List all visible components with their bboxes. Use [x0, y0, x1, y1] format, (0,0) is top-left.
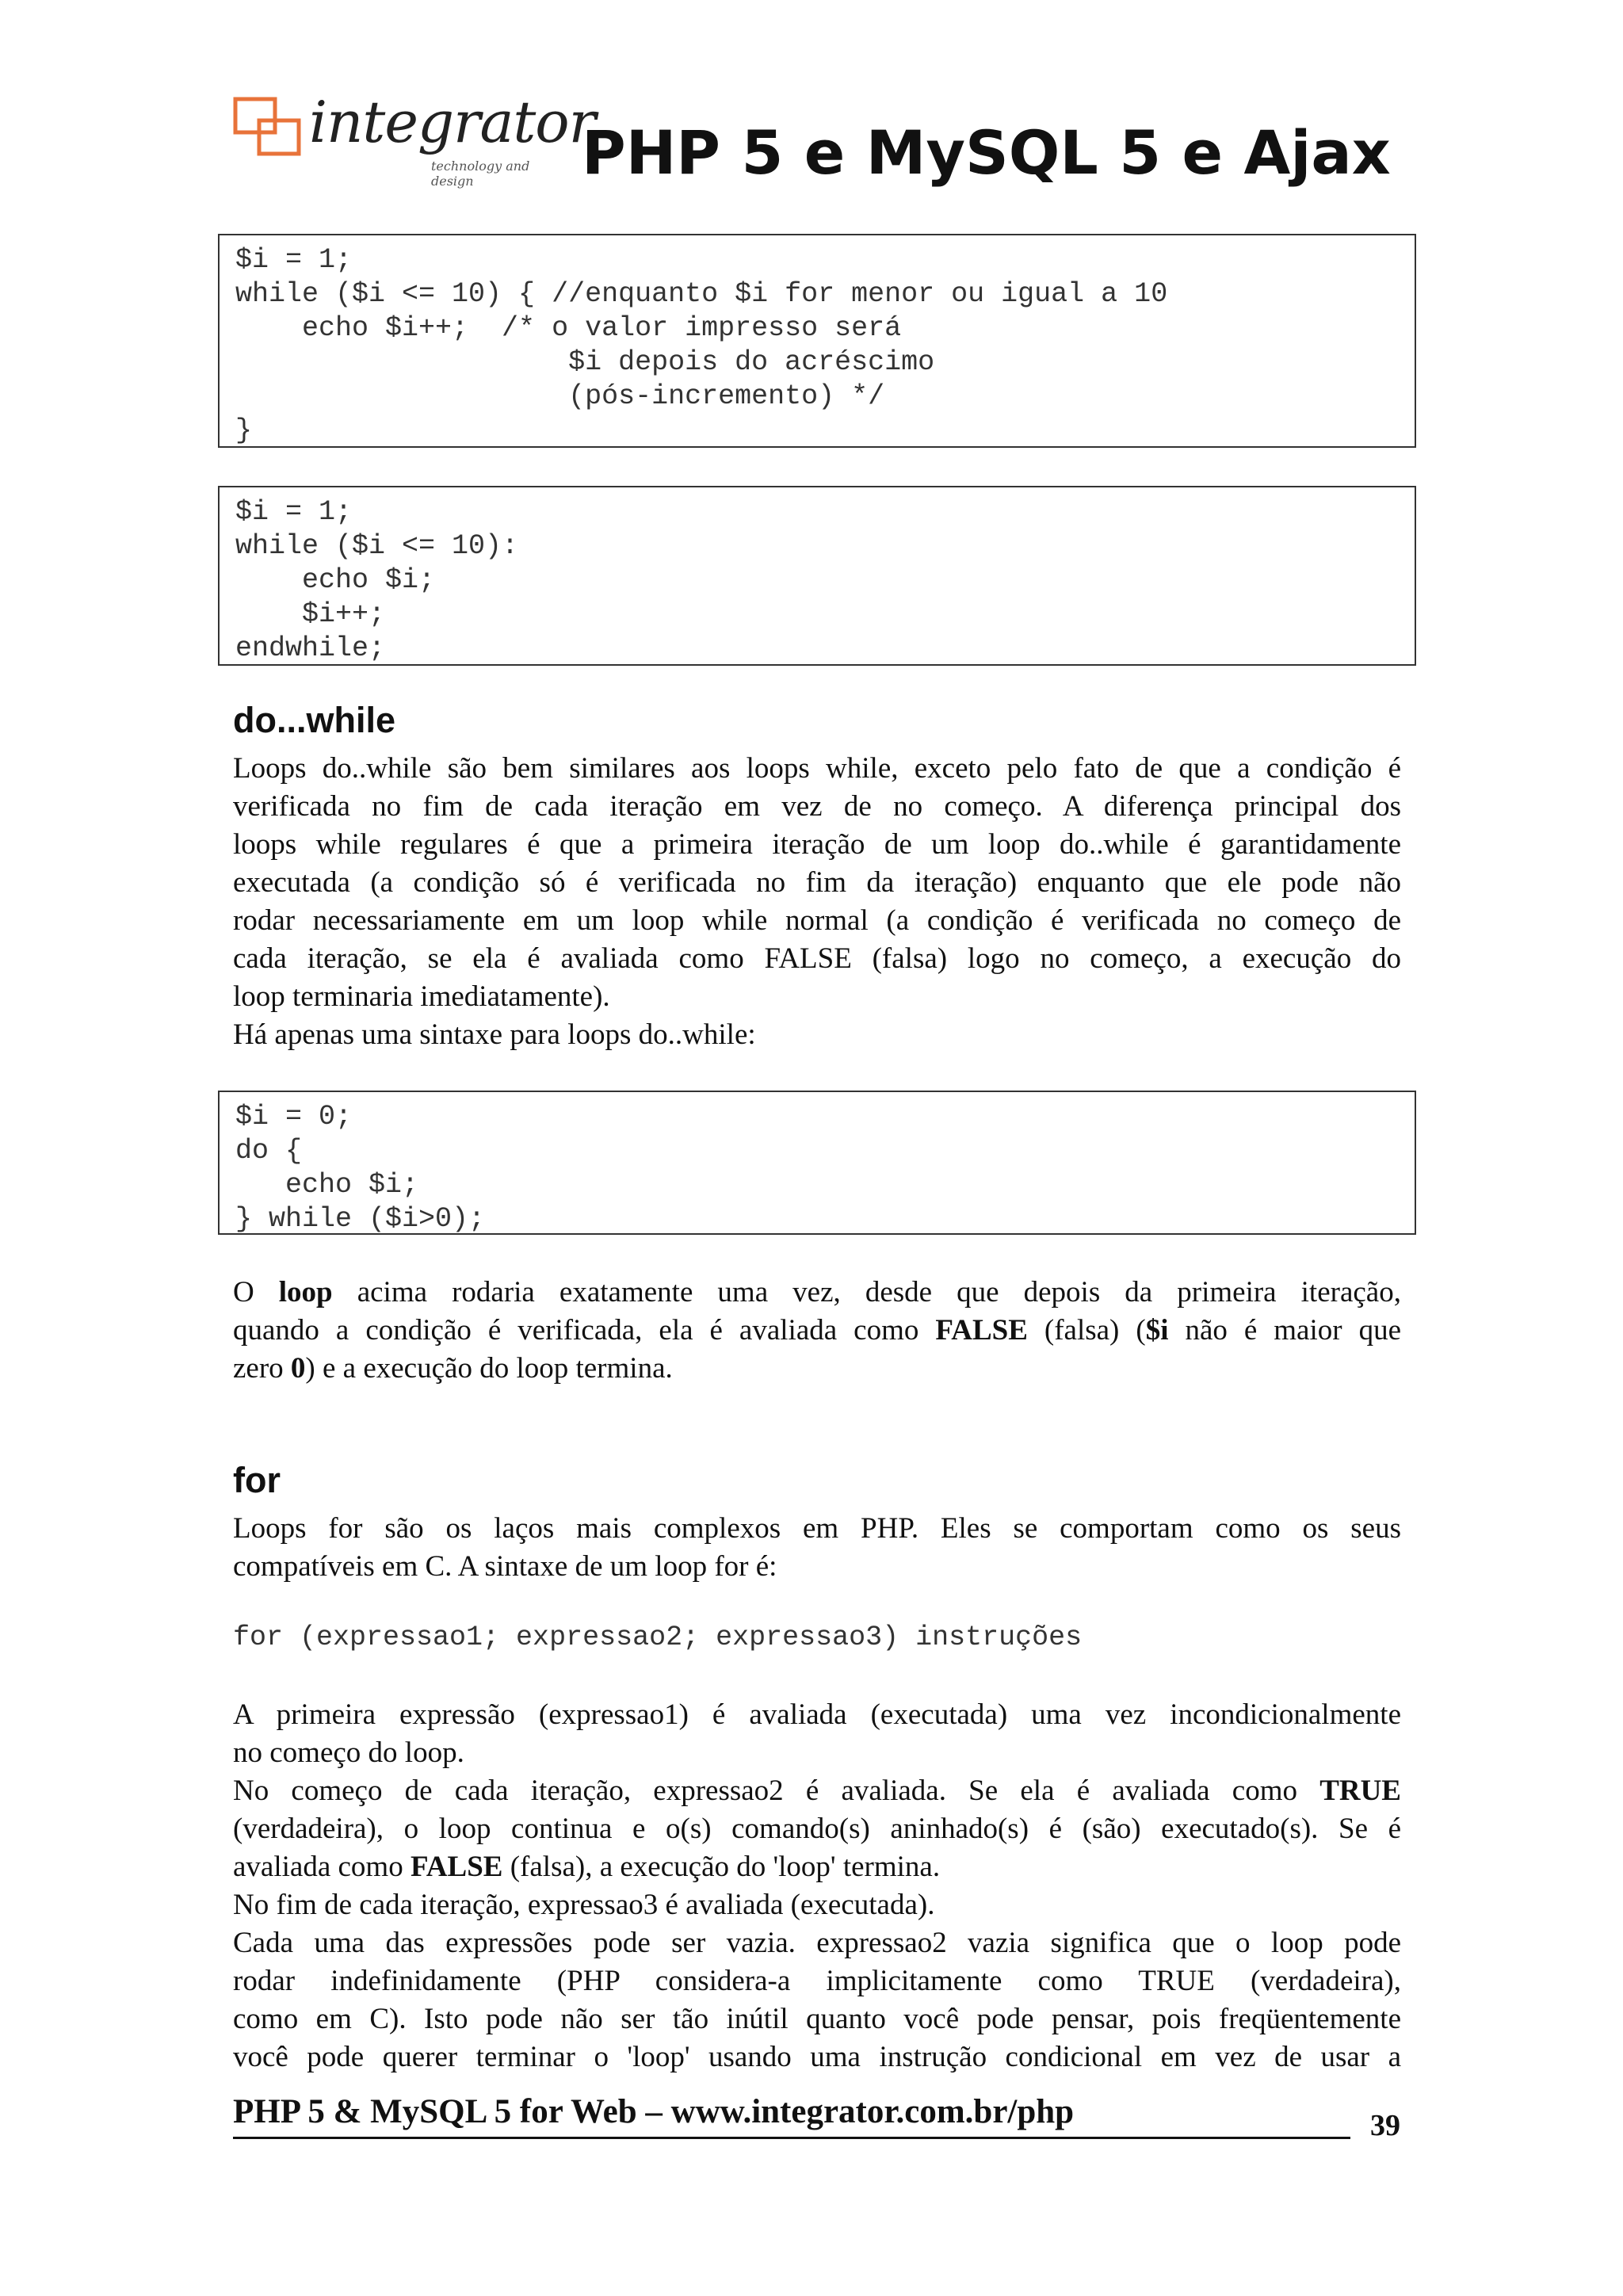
text-line: no começo do loop. [233, 1736, 464, 1769]
text-run: não é maior que [1168, 1314, 1401, 1347]
section-heading-do-while: do...while [233, 700, 396, 740]
section-heading-for: for [233, 1460, 281, 1500]
text-line: rodar necessariamente em um loop while normal (a condição é verificada no começo de [233, 904, 1401, 937]
text-run: avaliada como [233, 1851, 411, 1883]
text-line: Há apenas uma sintaxe para loops do..while: [233, 1018, 756, 1051]
page-number: 39 [1370, 2109, 1400, 2142]
bold-text: TRUE [1319, 1775, 1401, 1807]
text-line: Cada uma das expressões pode ser vazia. expressao2 vazia significa que o loop pode [233, 1927, 1401, 1959]
text-line [233, 1274, 1401, 1312]
code-line: echo $i; [235, 564, 436, 596]
code-block-do-while [218, 1091, 1416, 1235]
bold-text: $i [1145, 1314, 1169, 1347]
bold-text: FALSE [410, 1851, 503, 1883]
code-line: (pós-incremento) */ [235, 380, 885, 412]
text-line: Loops do..while são bem similares aos loops while, exceto pelo fato de que a condição é [233, 752, 1401, 785]
page-footer [233, 2092, 1403, 2140]
code-line: $i = 1; [235, 244, 353, 276]
text-run: O [233, 1276, 279, 1308]
text-run: No começo de cada iteração, expressao2 é avaliada. Se ela é avaliada como [233, 1775, 1320, 1807]
logo-tagline: technology and design [431, 159, 530, 189]
text-run: ) e a execução do loop termina. [305, 1352, 673, 1385]
code-line: $i = 1; [235, 496, 353, 528]
text-line: Loops for são os laços mais complexos em PHP. Eles se comportam como os seus [233, 1512, 1401, 1545]
paragraph-for-details [233, 1696, 1401, 2076]
text-line: (verdadeira), o loop continua e o(s) comando(s) aninhado(s) é (são) executado(s). Se é [233, 1813, 1401, 1845]
text-run: zero [233, 1352, 291, 1385]
page-header [233, 89, 1422, 190]
integrator-logo [233, 89, 596, 189]
code-line: } while ($i>0); [235, 1203, 486, 1235]
text-run: (falsa) ( [1027, 1314, 1146, 1347]
paragraph-do-while-intro [233, 750, 1401, 1054]
bold-text: 0 [290, 1352, 306, 1385]
text-line: executada (a condição só é verificada no fim da iteração) enquanto que ele pode não [233, 866, 1401, 899]
text-line [233, 1312, 1401, 1350]
text-line: A primeira expressão (expressao1) é avaliada (executada) uma vez incondicionalmente [233, 1698, 1401, 1731]
text-line [233, 1848, 1401, 1886]
code-line: $i = 0; [235, 1101, 353, 1133]
text-line: verificada no fim de cada iteração em vez de no começo. A diferença principal dos [233, 790, 1401, 823]
text-line: cada iteração, se ela é avaliada como FALSE (falsa) logo no começo, a execução do [233, 942, 1401, 975]
footer-text: PHP 5 & MySQL 5 for Web – www.integrator.com.br/php [233, 2093, 1075, 2130]
code-line: } [235, 415, 253, 446]
bold-text: FALSE [935, 1314, 1028, 1347]
book-title: PHP 5 e MySQL 5 e Ajax [582, 117, 1391, 188]
text-line [233, 1350, 1401, 1388]
code-line: $i++; [235, 598, 386, 630]
code-line: while ($i <= 10) { //enquanto $i for menor ou igual a 10 [235, 278, 1168, 310]
text-line: rodar indefinidamente (PHP considera-a implicitamente como TRUE (verdadeira), [233, 1965, 1401, 1997]
code-block-endwhile [218, 486, 1416, 666]
code-line: $i depois do acréscimo [235, 346, 935, 378]
text-line: loops while regulares é que a primeira iteração de um loop do..while é garantidamente [233, 828, 1401, 861]
code-line: echo $i++; /* o valor impresso será [235, 312, 902, 344]
text-run: acima rodaria exatamente uma vez, desde que depois da primeira iteração, [332, 1276, 1401, 1308]
paragraph-do-while-explanation [233, 1274, 1401, 1388]
logo-squares-icon [233, 97, 304, 160]
text-run: (falsa), a execução do 'loop' termina. [502, 1851, 941, 1883]
for-syntax-code: for (expressao1; expressao2; expressao3) instruções [233, 1622, 1083, 1653]
text-line: No fim de cada iteração, expressao3 é avaliada (executada). [233, 1889, 935, 1921]
text-line: compatíveis em C. A sintaxe de um loop for é: [233, 1550, 777, 1583]
code-line: do { [235, 1135, 303, 1167]
text-line: como em C). Isto pode não ser tão inútil quanto você pode pensar, pois freqüentemente [233, 2003, 1401, 2035]
text-line [233, 1772, 1401, 1810]
paragraph-for-intro [233, 1510, 1401, 1586]
footer-rule [233, 2137, 1350, 2139]
code-line: echo $i; [235, 1169, 419, 1201]
text-line: você pode querer terminar o 'loop' usando uma instrução condicional em vez de usar a [233, 2041, 1401, 2073]
code-block-while [218, 234, 1416, 448]
bold-text: loop [278, 1276, 333, 1308]
code-line: endwhile; [235, 632, 386, 664]
text-line: loop terminaria imediatamente). [233, 980, 610, 1013]
logo-wordmark: integrator [309, 89, 596, 155]
code-line: while ($i <= 10): [235, 530, 519, 562]
text-run: quando a condição é verificada, ela é avaliada como [233, 1314, 936, 1347]
